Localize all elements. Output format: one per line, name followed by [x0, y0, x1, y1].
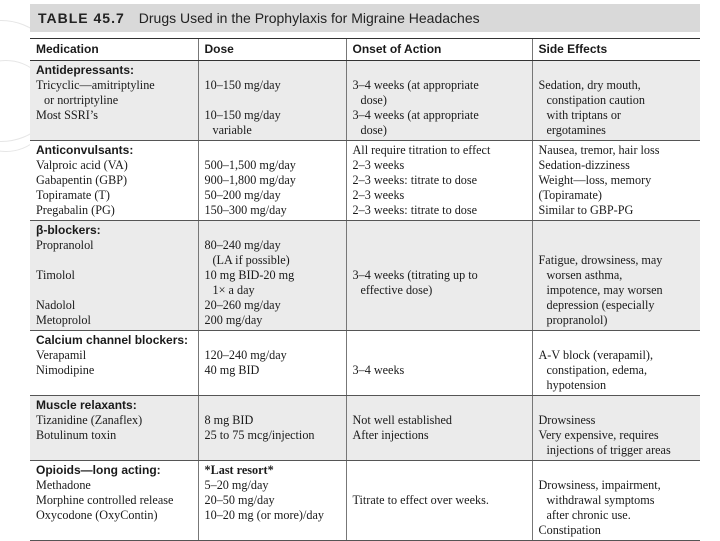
dose-value: 50–200 mg/day [204, 188, 281, 202]
side-effect-text: Sedation-dizziness [538, 158, 630, 172]
dose-value: 200 mg/day [204, 313, 263, 327]
dose-value: 150–300 mg/day [204, 203, 287, 217]
onset-value: Not well established [352, 413, 453, 427]
medication-name: Most SSRI’s [36, 108, 98, 122]
medication-cell [30, 141, 198, 221]
side-effect-text: Constipation [538, 523, 601, 537]
onset-value: 3–4 weeks [352, 363, 405, 377]
medication-name: Timolol [36, 268, 75, 282]
medication-name: Tricyclic—amitriptyline [36, 78, 155, 92]
dose-value: 120–240 mg/day [204, 348, 287, 362]
dose-value: 500–1,500 mg/day [204, 158, 296, 172]
medication-name: Gabapentin (GBP) [36, 173, 128, 187]
dose-value: 20–50 mg/day [204, 493, 275, 507]
medication-name: Morphine controlled release [36, 493, 174, 507]
side-effect-text: injections of trigger areas [546, 443, 671, 457]
dose-value: 25 to 75 mcg/injection [204, 428, 315, 442]
side-effects-cell [532, 396, 700, 461]
onset-value: 2–3 weeks [352, 188, 405, 202]
side-effect-text: Drowsiness, impairment, [538, 478, 661, 492]
medication-name: Propranolol [36, 238, 94, 252]
side-effects-cell [532, 331, 700, 396]
dose-value: (LA if possible) [212, 253, 290, 267]
dose-value: 5–20 mg/day [204, 478, 269, 492]
side-effect-text: Similar to GBP-PG [538, 203, 634, 217]
side-effect-text: (Topiramate) [538, 188, 602, 202]
onset-cell [346, 221, 532, 331]
dose-value: variable [212, 123, 252, 137]
side-effect-text: Very expensive, requires [538, 428, 659, 442]
side-effect-text: Fatigue, drowsiness, may [538, 253, 663, 267]
medication-name: Methadone [36, 478, 91, 492]
onset-value: dose) [360, 93, 387, 107]
side-effect-text: after chronic use. [546, 508, 631, 522]
onset-value: 2–3 weeks: titrate to dose [352, 203, 478, 217]
dose-cell [198, 221, 346, 331]
dose-value: 1× a day [212, 283, 255, 297]
side-effect-text: Nausea, tremor, hair loss [538, 143, 660, 157]
side-effect-text: with triptans or [546, 108, 621, 122]
dose-cell [198, 396, 346, 461]
table-row-muscle-relaxants [30, 396, 700, 461]
header-side-effects: Side Effects [532, 39, 700, 61]
medication-cell [30, 461, 198, 541]
medication-name: Valproic acid (VA) [36, 158, 128, 172]
group-name: β-blockers: [36, 223, 101, 237]
side-effect-text: constipation caution [546, 93, 645, 107]
dose-cell [198, 141, 346, 221]
dose-value: 80–240 mg/day [204, 238, 281, 252]
onset-value: After injections [352, 428, 429, 442]
dose-value: 10–150 mg/day [204, 108, 281, 122]
side-effect-text: Weight—loss, memory [538, 173, 652, 187]
side-effect-text: Sedation, dry mouth, [538, 78, 641, 92]
dose-value: 10 mg BID-20 mg [204, 268, 295, 282]
onset-cell [346, 396, 532, 461]
medication-name: Tizanidine (Zanaflex) [36, 413, 143, 427]
dose-cell [198, 61, 346, 141]
group-name: Calcium channel blockers: [36, 333, 189, 347]
dose-value: 10–20 mg (or more)/day [204, 508, 324, 522]
dose-value: 900–1,800 mg/day [204, 173, 296, 187]
onset-value: Titrate to effect over weeks. [352, 493, 489, 507]
side-effect-text: A-V block (verapamil), [538, 348, 654, 362]
onset-value: All require titration to effect [352, 143, 491, 157]
table-number: TABLE 45.7 [38, 10, 125, 26]
medication-cell [30, 61, 198, 141]
table-row-antidepressants [30, 61, 700, 141]
medication-name: Nimodipine [36, 363, 95, 377]
side-effect-text: worsen asthma, [546, 268, 623, 282]
onset-cell [346, 331, 532, 396]
onset-value: 2–3 weeks: titrate to dose [352, 173, 478, 187]
onset-value: 2–3 weeks [352, 158, 405, 172]
dose-note: *Last resort* [204, 463, 274, 477]
group-name: Antidepressants: [36, 63, 135, 77]
onset-value: dose) [360, 123, 387, 137]
header-onset: Onset of Action [346, 39, 532, 61]
side-effects-cell [532, 61, 700, 141]
table-row-anticonvulsants [30, 141, 700, 221]
medication-name: Oxycodone (OxyContin) [36, 508, 158, 522]
medication-name: Verapamil [36, 348, 87, 362]
onset-value: 3–4 weeks (titrating up to [352, 268, 478, 282]
side-effect-text: impotence, may worsen [546, 283, 663, 297]
header-medication: Medication [30, 39, 198, 61]
side-effects-cell [532, 461, 700, 541]
medication-cell [30, 331, 198, 396]
drug-table-wrapper [30, 38, 700, 541]
group-name: Anticonvulsants: [36, 143, 134, 157]
group-name: Muscle relaxants: [36, 398, 137, 412]
onset-cell [346, 461, 532, 541]
medication-cell [30, 396, 198, 461]
table-header-row [30, 39, 700, 61]
side-effects-cell [532, 141, 700, 221]
medication-name: Nadolol [36, 298, 76, 312]
table-row-opioids [30, 461, 700, 541]
table-title-bar [30, 4, 700, 32]
medication-name: Metoprolol [36, 313, 91, 327]
medication-name: or nortriptyline [44, 93, 119, 107]
drug-table [30, 38, 700, 541]
medication-name: Topiramate (T) [36, 188, 110, 202]
dose-value: 10–150 mg/day [204, 78, 281, 92]
table-title: Drugs Used in the Prophylaxis for Migraine Headaches [138, 10, 480, 26]
table-page [30, 4, 700, 538]
header-dose: Dose [198, 39, 346, 61]
side-effect-text: Drowsiness [538, 413, 596, 427]
onset-cell [346, 61, 532, 141]
dose-value: 8 mg BID [204, 413, 254, 427]
table-row-beta-blockers [30, 221, 700, 331]
side-effect-text: ergotamines [546, 123, 606, 137]
onset-cell [346, 141, 532, 221]
medication-cell [30, 221, 198, 331]
side-effect-text: propranolol) [546, 313, 608, 327]
dose-cell [198, 461, 346, 541]
side-effect-text: depression (especially [546, 298, 655, 312]
onset-value: effective dose) [360, 283, 433, 297]
medication-name: Botulinum toxin [36, 428, 117, 442]
table-row-calcium-channel-blockers [30, 331, 700, 396]
medication-name: Pregabalin (PG) [36, 203, 115, 217]
side-effect-text: withdrawal symptoms [546, 493, 655, 507]
onset-value: 3–4 weeks (at appropriate [352, 108, 479, 122]
onset-value: 3–4 weeks (at appropriate [352, 78, 479, 92]
side-effect-text: constipation, edema, [546, 363, 648, 377]
dose-cell [198, 331, 346, 396]
dose-value: 20–260 mg/day [204, 298, 281, 312]
side-effects-cell [532, 221, 700, 331]
side-effect-text: hypotension [546, 378, 607, 392]
group-name: Opioids—long acting: [36, 463, 161, 477]
dose-value: 40 mg BID [204, 363, 260, 377]
